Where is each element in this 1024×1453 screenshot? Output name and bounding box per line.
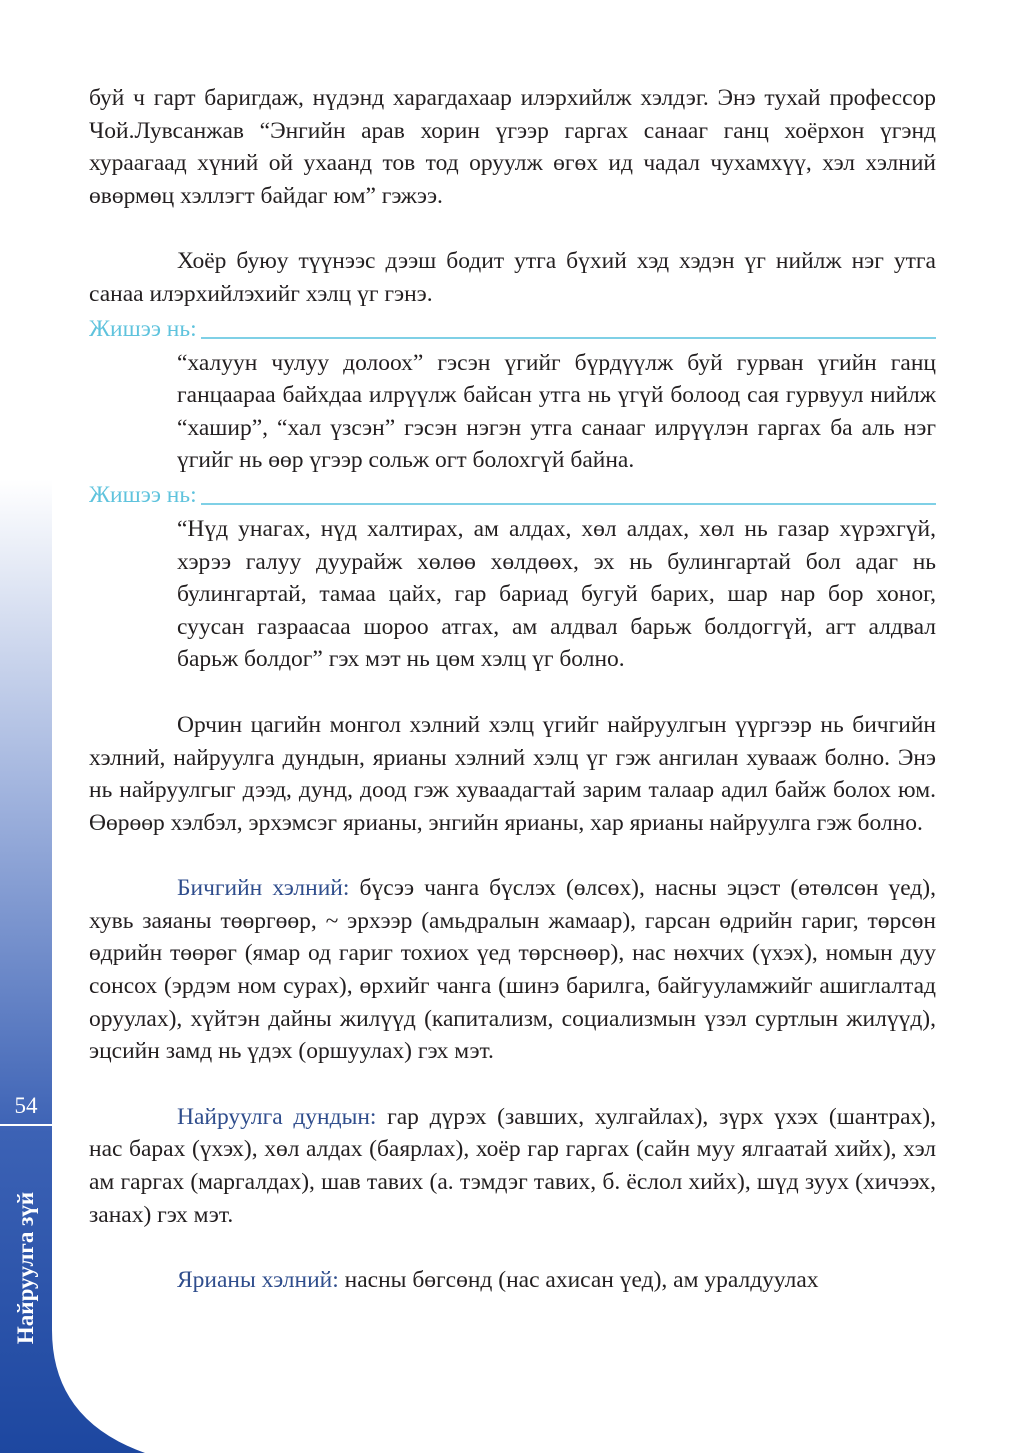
section-written-language-text: бүсээ чанга бүслэх (өлсөх), насны эцэст (өтөлсөн үед), хувь заяаны төөргөөр, ~ эрхээр (амьдралын жамаар), гарсан өдрийн гариг, төрсөн өдрийн төөрөг (ямар од гариг тохиох үед төрснөөр), нас нөхчих (үхэх), номын дуу сонсох (эрдэм ном сурах), өрхийг чанга (шинэ барилга, байгууламжийг ашиглалтад оруулах), хүйтэн дайны жилүүд (капитализм, социализмын үзэл суртлын жилүүд), эцсийн замд нь үдэх (оршуулах) гэх мэт. [89, 875, 937, 1065]
example-label-2: Жишээ нь: [89, 481, 197, 508]
example-text-2: “Нүд унагах, нүд халтирах, ам алдах, хөл алдах, хөл нь газар хүрэхгүй, хэрээ галуу дуурайж хөлөө хөлдөөх, эх нь булингартай бол адаг нь булингартай, тамаа цайх, гар бариад бугуй барих, шар нар бор хоног, суусан газраасаа шороо атгах, ам алдвал барьж болдоггүй, агт алдвал барьж болдог” гэх мэт нь цөм хэлц үг болно. [177, 515, 936, 673]
spacer [89, 212, 936, 245]
spacer [89, 676, 936, 709]
spacer [89, 1068, 936, 1101]
paragraph-1: буй ч гарт баригдаж, нүдэнд харагдахаар илэрхийлж хэлдэг. Энэ тухай профессор Чой.Лувсанжав “Энгийн арав хорин үгээр гаргах санааг ганц хоёрхон үгэнд хураагаад хүний ой ухаанд тов тод оруулж өгөх ид чадал чухамхүү, хэл хэлний өвөрмөц хэллэгт байдаг юм” гэжээ. [89, 85, 936, 209]
page-number: 54 [14, 1093, 38, 1118]
page-body [89, 82, 936, 1297]
example-rule-1 [201, 337, 936, 339]
spacer [89, 1231, 936, 1264]
page-number-divider [0, 1124, 64, 1126]
example-heading-2 [89, 479, 936, 507]
paragraph-classification: Орчин цагийн монгол хэлний хэлц үгийг найруулгын үүргээр нь бичгийн хэлний, найруулга дундын, ярианы хэлний хэлц үг гэж ангилан хувааж болно. Энэ нь найруулгыг дээд, дунд, доод гэж хуваадагтай зарим талаар адил байж болох юм. Өөрөөр хэлбэл, эрхэмсэг ярианы, энгийн ярианы, хар ярианы найруулга гэж болно. [89, 711, 936, 836]
example-label-1: Жишээ нь: [89, 315, 197, 342]
sidebar-title: Найруулга зүй [13, 1191, 38, 1345]
section-colloquial [89, 1264, 936, 1297]
term-written-language: Бичгийн хэлний: [177, 875, 350, 902]
term-neutral-style: Найруулга дундын: [177, 1103, 377, 1130]
example-text-1: “халуун чулуу долоох” гэсэн үгийг бүрдүүлж буй гурван үгийн ганц ганцаараа байхдаа илрүүлж байсан утга нь үгүй болоод сая гурвуул нийлж “хашир”, “хал үзсэн” гэсэн нэгэн утга санааг илрүүлэн гаргах ба аль нэг үгийг нь өөр үгээр сольж огт болохгүй байна. [177, 349, 936, 474]
section-colloquial-text: насны бөгсөнд (нас ахисан үед), ам уралдуулах [338, 1267, 819, 1294]
section-neutral-style [89, 1101, 936, 1231]
example-rule-2 [201, 503, 936, 505]
term-colloquial: Ярианы хэлний: [177, 1267, 339, 1294]
example-heading-1 [89, 313, 936, 341]
paragraph-definition: Хоёр буюу түүнээс дээш бодит утга бүхий хэд хэдэн үг нийлж нэг утга санаа илэрхийлэхийг хэлц үг гэнэ. [89, 248, 936, 307]
section-written-language [89, 872, 936, 1068]
sidebar-title-container [4, 1158, 48, 1378]
section-neutral-style-text: гар дүрэх (завших, хулгайлах), зүрх үхэх (шантрах), нас барах (үхэх), хөл алдах (баярлах), хоёр гар гаргах (сайн муу ялгаатай хийх), хэл ам гаргах (маргалдах), шав тавих (а. тэмдэг тавих, б. ёслол хийх), шүд зуух (хичээх, занах) гэх мэт. [89, 1103, 936, 1228]
spacer [89, 839, 936, 872]
